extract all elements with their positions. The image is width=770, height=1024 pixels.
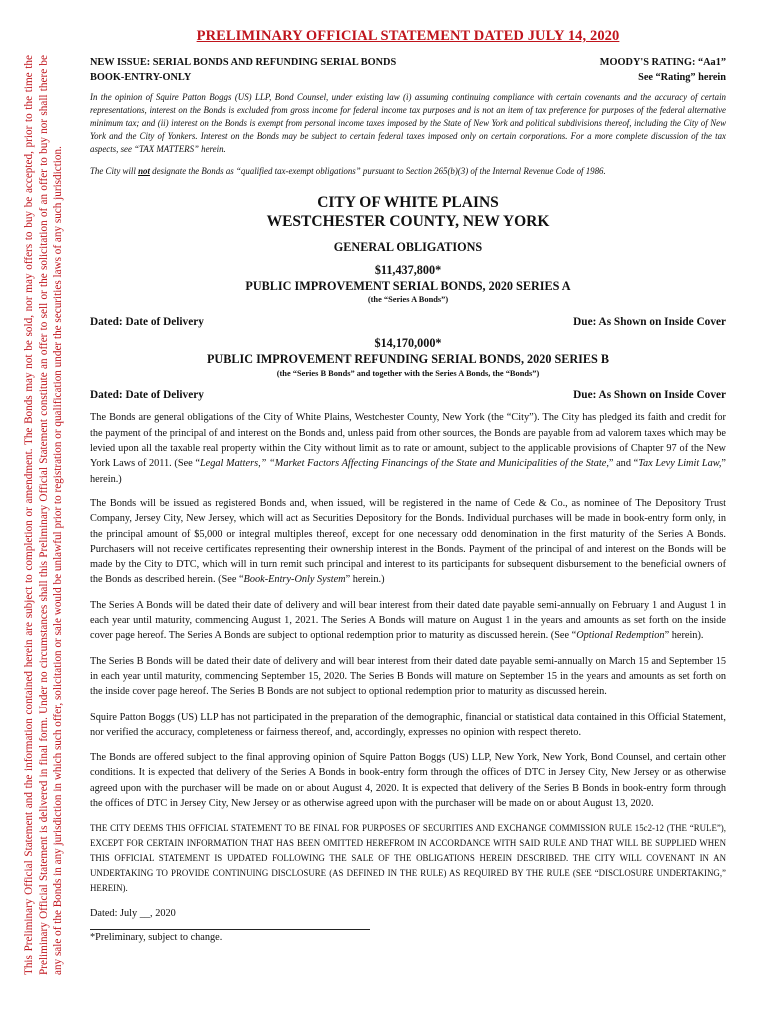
official-statement-page — [90, 28, 726, 943]
p1-text: The Bonds are general obligations of the City of White Plains, Westchester County, New York (the “City”). The City has pledged its faith and credit for the payment of the principal of and interest on the Bonds and, unless paid from other sources, the Bonds are payable from ad valorem taxes which may be levied upon all the taxable real property within the City without limit as to rate or amount, subject to the applicable provisions of Chapter 97 of the New York Laws of 2011. (See “ — [90, 412, 726, 470]
issue-type — [90, 55, 396, 85]
p1-ref-2: Tax Levy Limit Law, — [638, 458, 722, 470]
paragraph-series-a-terms — [90, 598, 726, 644]
rating-line-2: See “Rating” herein — [638, 72, 726, 83]
p2-end: ” herein.) — [345, 574, 385, 586]
footnote-divider — [90, 929, 370, 930]
series-b-due: Due: As Shown on Inside Cover — [573, 389, 726, 402]
paragraph-book-entry — [90, 496, 726, 588]
p1-mid: ” and “ — [608, 458, 639, 470]
p3-text: The Series A Bonds will be dated their date of delivery and will bear interest from their dated date payable semi-annually on February 1 and August 1 in each year until maturity, commencing August 1, 2021. The Series A Bonds will mature on August 1 in the years and amounts as set forth on the inside cover page hereof. The Series A Bonds are subject to optional redemption prior to maturity as discussed herein. (See “ — [90, 599, 726, 642]
dated-line: Dated: July __, 2020 — [90, 908, 176, 920]
county-name: WESTCHESTER COUNTY, NEW YORK — [266, 213, 550, 231]
issuer-name — [90, 193, 726, 231]
paragraph-general-obligations — [90, 410, 726, 486]
tax-opinion: In the opinion of Squire Patton Boggs (US) LLP, Bond Counsel, under existing law (i) assuming continuing compliance with certain covenants and the accuracy of certain representations, interest on the Bonds is excluded from gross income for federal income tax purposes and is not an item of tax preference for purposes of the federal alternative minimum tax; and (ii) interest on the Bonds is exempt from personal income taxes imposed by the State of New York and political subdivisions thereof, including the City of New York and the City of Yonkers. Interest on the Bonds may be subject to certain federal taxes imposed only on certain corporations. For a more complete discussion of the tax aspects, see “TAX MATTERS” herein. — [90, 92, 726, 155]
series-a-dates — [90, 315, 726, 329]
note-pre: The City will — [90, 166, 139, 177]
rating-block — [600, 55, 726, 85]
paragraph-delivery: The Bonds are offered subject to the final approving opinion of Squire Patton Boggs (US) LLP, New York, New York, Bond Counsel, and certain other conditions. It is expected that delivery of the Series A Bonds in book-entry form through the offices of DTC in Jersey City, New Jersey or as otherwise agreed upon with the purchaser will be made on or about August 4, 2020. It is expected that delivery of the Series B Bonds in book-entry form through the offices of DTC in Jersey City, New Jersey or as otherwise agreed upon with the purchaser will be made on or about August 13, 2020. — [90, 752, 726, 809]
p1-end: ” herein.) — [90, 458, 726, 485]
series-b-dates — [90, 388, 726, 402]
series-b-heading — [90, 335, 726, 367]
series-a-note: (the “Series A Bonds”) — [367, 295, 449, 305]
page-title: PRELIMINARY OFFICIAL STATEMENT DATED JULY 14, 2020 — [196, 28, 620, 44]
tax-exempt-note — [90, 165, 726, 178]
series-b-note: (the “Series B Bonds” and together with the Series A Bonds, the “Bonds”) — [276, 369, 540, 379]
series-a-dated: Dated: Date of Delivery — [90, 316, 204, 329]
paragraph-bond-counsel: Squire Patton Boggs (US) LLP has not participated in the preparation of the demographic, financial or statistical data contained in this Official Statement, nor verified the accuracy, completeness or fairness thereof, and, accordingly, expresses no opinion with respect thereto. — [90, 711, 726, 738]
series-b-dated: Dated: Date of Delivery — [90, 389, 204, 402]
paragraph-series-b-terms: The Series B Bonds will be dated their date of delivery and will bear interest from their dated date payable semi-annually on March 15 and September 15 in each year until maturity, commencing September 15, 2020. The Series B Bonds will mature on September 15 in the years and amounts as set forth on the inside cover page hereof. The Series B Bonds are not subject to optional redemption prior to maturity as discussed herein. — [90, 655, 726, 698]
p2-ref: Book-Entry-Only System — [243, 574, 346, 586]
series-b-title: PUBLIC IMPROVEMENT REFUNDING SERIAL BONDS, 2020 SERIES B — [206, 352, 610, 367]
series-a-heading — [90, 262, 726, 294]
p2-text: The Bonds will be issued as registered Bonds and, when issued, will be registered in the name of Cede & Co., as nominee of The Depository Trust Company, Jersey City, New Jersey, which will act as Securities Depository for the Bonds. Individual purchases will be made in book-entry form only, in the principal amount of $5,000 or integral multiples thereof, except for one necessary odd denomination in the first maturity of the Series A Bonds. Purchasers will not receive certificates representing their ownership interest in the Bonds. Payment of the principal of and interest on the Bonds will be made by the City to DTC, which will in turn remit such principal and interest to its participants for subsequent disbursement to the beneficial owners of the Bonds as described herein. (See “ — [90, 497, 726, 586]
p3-end: ” herein). — [664, 630, 704, 642]
series-a-amount: $11,437,800* — [374, 263, 442, 278]
series-a-due: Due: As Shown on Inside Cover — [573, 316, 726, 329]
note-emphasis: not — [138, 166, 150, 177]
rating-line-1: MOODY'S RATING: “Aa1” — [599, 57, 726, 68]
paragraph-rule-15c2-12: THE CITY DEEMS THIS OFFICIAL STATEMENT TO BE FINAL FOR PURPOSES OF SECURITIES AND EXCHANGE COMMISSION RULE 15c2-12 (THE “RULE”), EXCEPT FOR CERTAIN INFORMATION THAT HAS BEEN OMITTED HEREFROM IN ACCORDANCE WITH SAID RULE AND THAT WILL BE SUPPLIED WHEN THIS OFFICIAL STATEMENT IS UPDATED FOLLOWING THE SALE OF THE OBLIGATIONS HEREIN DESCRIBED. THE CITY WILL COVENANT IN AN UNDERTAKING TO PROVIDE CONTINUING DISCLOSURE (AS DEFINED IN THE RULE) AS REQUIRED BY THE RULE (SEE “DISCLOSURE UNDERTAKING,” HEREIN). — [90, 823, 726, 894]
note-post: designate the Bonds as “qualified tax-exempt obligations” pursuant to Section 265(b)(3) of the Internal Revenue Code of 1986. — [149, 166, 606, 177]
legal-side-notice: This Preliminary Official Statement and the information contained herein are subject to completion or amendment. The Bonds may not be sold, nor may offers to buy be accepted, prior to the time the Preliminary Official Statement is delivered in final form. Under no circumstances shall this Preliminary Official Statement constitute an offer to sell or the solicitation of an offer to buy nor shall there be any sale of the Bonds in any jurisdiction in which such offer, solicitation or sale would be unlawful prior to registration or qualification under the securities laws of any such jurisdiction. — [23, 55, 64, 975]
general-obligations: GENERAL OBLIGATIONS — [333, 240, 483, 255]
issue-header — [90, 55, 726, 85]
issue-line-1: NEW ISSUE: SERIAL BONDS AND REFUNDING SERIAL BONDS — [90, 57, 397, 68]
series-b-amount: $14,170,000* — [374, 336, 442, 351]
footnote: *Preliminary, subject to change. — [90, 932, 223, 944]
city-name: CITY OF WHITE PLAINS — [317, 194, 499, 212]
series-a-title: PUBLIC IMPROVEMENT SERIAL BONDS, 2020 SERIES A — [245, 279, 571, 294]
issue-line-2: BOOK-ENTRY-ONLY — [90, 72, 192, 83]
p1-ref-1: Legal Matters,” “Market Factors Affecting Financings of the State and Municipalities of the State, — [199, 458, 609, 470]
p3-ref: Optional Redemption — [576, 630, 665, 642]
